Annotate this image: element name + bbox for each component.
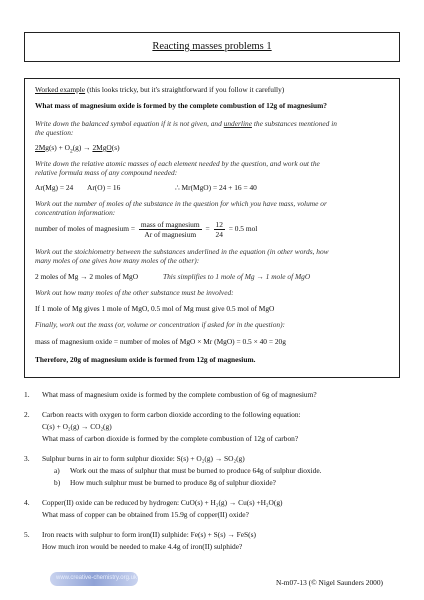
ar-o: Ar(O) = 16 <box>87 183 121 192</box>
step4-line-2: many moles of one gives how many moles of the other): <box>35 256 200 265</box>
question-4: 4. Copper(II) oxide can be reduced by hydrogen: CuO(s) + H₂(g) → Cu(s) +H₂O(g) <box>24 498 283 507</box>
step2-line-1: Write down the relative atomic masses of each element needed by the question, and work out the <box>35 159 320 168</box>
stoichiometry: 2 moles of Mg → 2 moles of MgO <box>35 272 139 281</box>
title-box <box>24 32 400 62</box>
question-4-ask: What mass of copper can be obtained from 15.9g of copper(II) oxide? <box>42 510 249 519</box>
moles-other-substance: If 1 mole of Mg gives 1 mole of MgO, 0.5 mol of Mg must give 0.5 mol of MgO <box>35 304 275 313</box>
question-3a: a) Work out the mass of sulphur that must be burned to produce 64g of sulphur dioxide. <box>54 466 322 475</box>
question-1: 1. What mass of magnesium oxide is formed by the complete combustion of 6g of magnesium? <box>24 390 317 399</box>
example-heading-line <box>35 85 284 94</box>
site-logo-text: www.creative-chemistry.org.uk <box>56 575 137 581</box>
step3-line-2: concentration information: <box>35 208 116 217</box>
balanced-equation: $2Mg(s) + O_2(g) \to 2MgO(s)$ <box>35 143 120 155</box>
step2-line-2: relative formula mass of any compound needed: <box>35 168 178 177</box>
question-5-ask: How much iron would be needed to make 4.4g of iron(II) sulphide? <box>42 542 243 551</box>
question-2-ask: What mass of carbon dioxide is formed by the complete combustion of 12g of carbon? <box>42 434 299 443</box>
question-2-equation: C(s) + O₂(g) → CO₂(g) <box>42 422 112 431</box>
question-5: 5. Iron reacts with sulphur to form iron(II) sulphide: Fe(s) + S(s) → FeS(s) <box>24 530 256 539</box>
question-3b: b) How much sulphur must be burned to produce 8g of sulphur dioxide? <box>54 478 276 487</box>
moles-calculation: number of moles of magnesium = $\frac{\text{mass of magnesium}}{\text{Ar of magnesium}}$ = $\frac{12}{24}$ = 0.5 mol <box>35 220 258 239</box>
question-2: 2. Carbon reacts with oxygen to form carbon dioxide according to the following equation: <box>24 410 301 419</box>
question-3: 3. Sulphur burns in air to form sulphur dioxide: S(s) + O₂(g) → SO₂(g) <box>24 454 245 463</box>
step5: Work out how many moles of the other substance must be involved: <box>35 288 234 297</box>
footer-code: N-m07-13 (© Nigel Saunders 2000) <box>276 578 384 587</box>
conclusion: Therefore, 20g of magnesium oxide is formed from 12g of magnesium. <box>35 355 256 364</box>
step1-line-1: Write down the balanced symbol equation if it is not given, and underline the substances mentioned in <box>35 119 337 128</box>
page-title: Reacting masses problems 1 <box>152 41 272 52</box>
moles-fraction-2: $\frac{12}{24}$ <box>215 220 223 239</box>
moles-fraction-1: $\frac{\text{mass of magnesium}}{\text{Ar of magnesium}}$ <box>140 220 200 239</box>
example-heading-note: (this looks tricky, but it's straightforward if you follow it carefully) <box>85 85 285 94</box>
step6: Finally, work out the mass (or, volume or concentration if asked for in the question): <box>35 320 286 329</box>
mass-calculation: mass of magnesium oxide = number of moles of MgO × Mr (MgO) = 0.5 × 40 = 20g <box>35 337 286 346</box>
example-heading: Worked example <box>35 85 86 94</box>
step4-line-1: Work out the stoichiometry between the substances underlined in the equation (in other words, how <box>35 247 329 256</box>
worked-example-box <box>24 78 400 378</box>
step3-line-1: Work out the number of moles of the substance in the question for which you have mass, volume or <box>35 199 327 208</box>
mr-mgo: ∴ Mr(MgO) = 24 + 16 = 40 <box>175 183 257 192</box>
example-question: What mass of magnesium oxide is formed by the complete combustion of 12g of magnesium? <box>35 101 327 110</box>
site-logo <box>50 572 138 586</box>
ar-mg: Ar(Mg) = 24 <box>35 183 74 192</box>
step1-line-2: the question: <box>35 128 74 137</box>
stoichiometry-simplified: This simplifies to 1 mole of Mg → 1 mole of MgO <box>163 272 311 281</box>
